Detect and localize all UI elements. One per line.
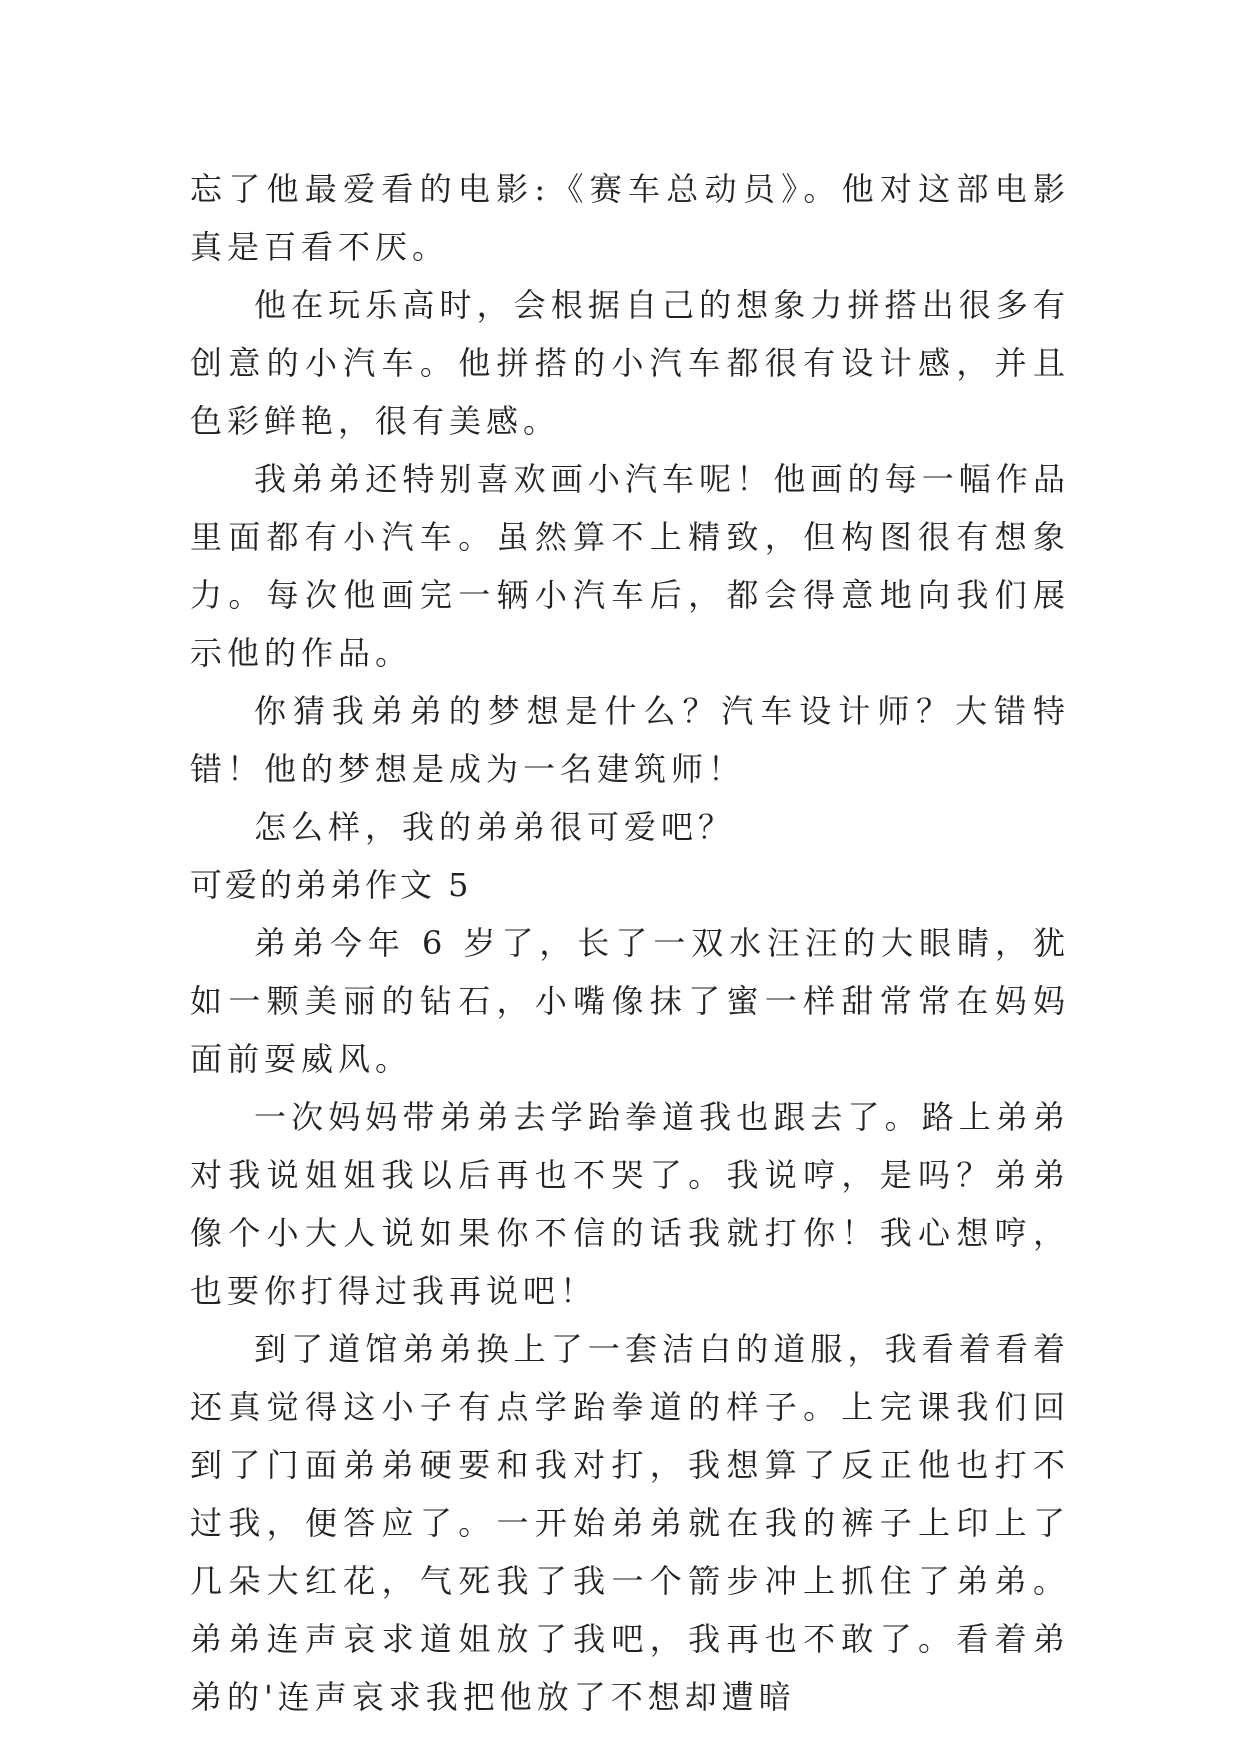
document-page (190, 160, 1070, 1726)
paragraph-4: 你猜我弟弟的梦想是什么？汽车设计师？大错特错！他的梦想是成为一名建筑师！ (190, 692, 1070, 788)
paragraph-2: 他在玩乐高时，会根据自己的想象力拼搭出很多有创意的小汽车。他拼搭的小汽车都很有设计感，并且色彩鲜艳，很有美感。 (190, 286, 1070, 440)
paragraph-6: 弟弟今年 6 岁了，长了一双水汪汪的大眼睛，犹如一颗美丽的钻石，小嘴像抹了蜜一样甜常常在妈妈面前耍威风。 (190, 924, 1070, 1078)
paragraph-7: 一次妈妈带弟弟去学跆拳道我也跟去了。路上弟弟对我说姐姐我以后再也不哭了。我说哼，是吗？弟弟像个小大人说如果你不信的话我就打你！我心想哼，也要你打得过我再说吧！ (190, 1098, 1070, 1310)
paragraph-8: 到了道馆弟弟换上了一套洁白的道服，我看着看着还真觉得这小子有点学跆拳道的样子。上完课我们回到了门面弟弟硬要和我对打，我想算了反正他也打不过我，便答应了。一开始弟弟就在我的裤子上印上了几朵大红花，气死我了我一个箭步冲上抓住了弟弟。弟弟连声哀求道姐放了我吧，我再也不敢了。看着弟弟的'连声哀求我把他放了不想却遭暗 (190, 1330, 1070, 1716)
paragraph-5: 怎么样，我的弟弟很可爱吧？ (254, 808, 736, 846)
paragraph-3: 我弟弟还特别喜欢画小汽车呢！他画的每一幅作品里面都有小汽车。虽然算不上精致，但构图很有想象力。每次他画完一辆小汽车后，都会得意地向我们展示他的作品。 (190, 460, 1070, 672)
section-heading: 可爱的弟弟作文 5 (190, 866, 472, 904)
paragraph-1: 忘了他最爱看的电影:《赛车总动员》。他对这部电影真是百看不厌。 (190, 170, 1070, 266)
